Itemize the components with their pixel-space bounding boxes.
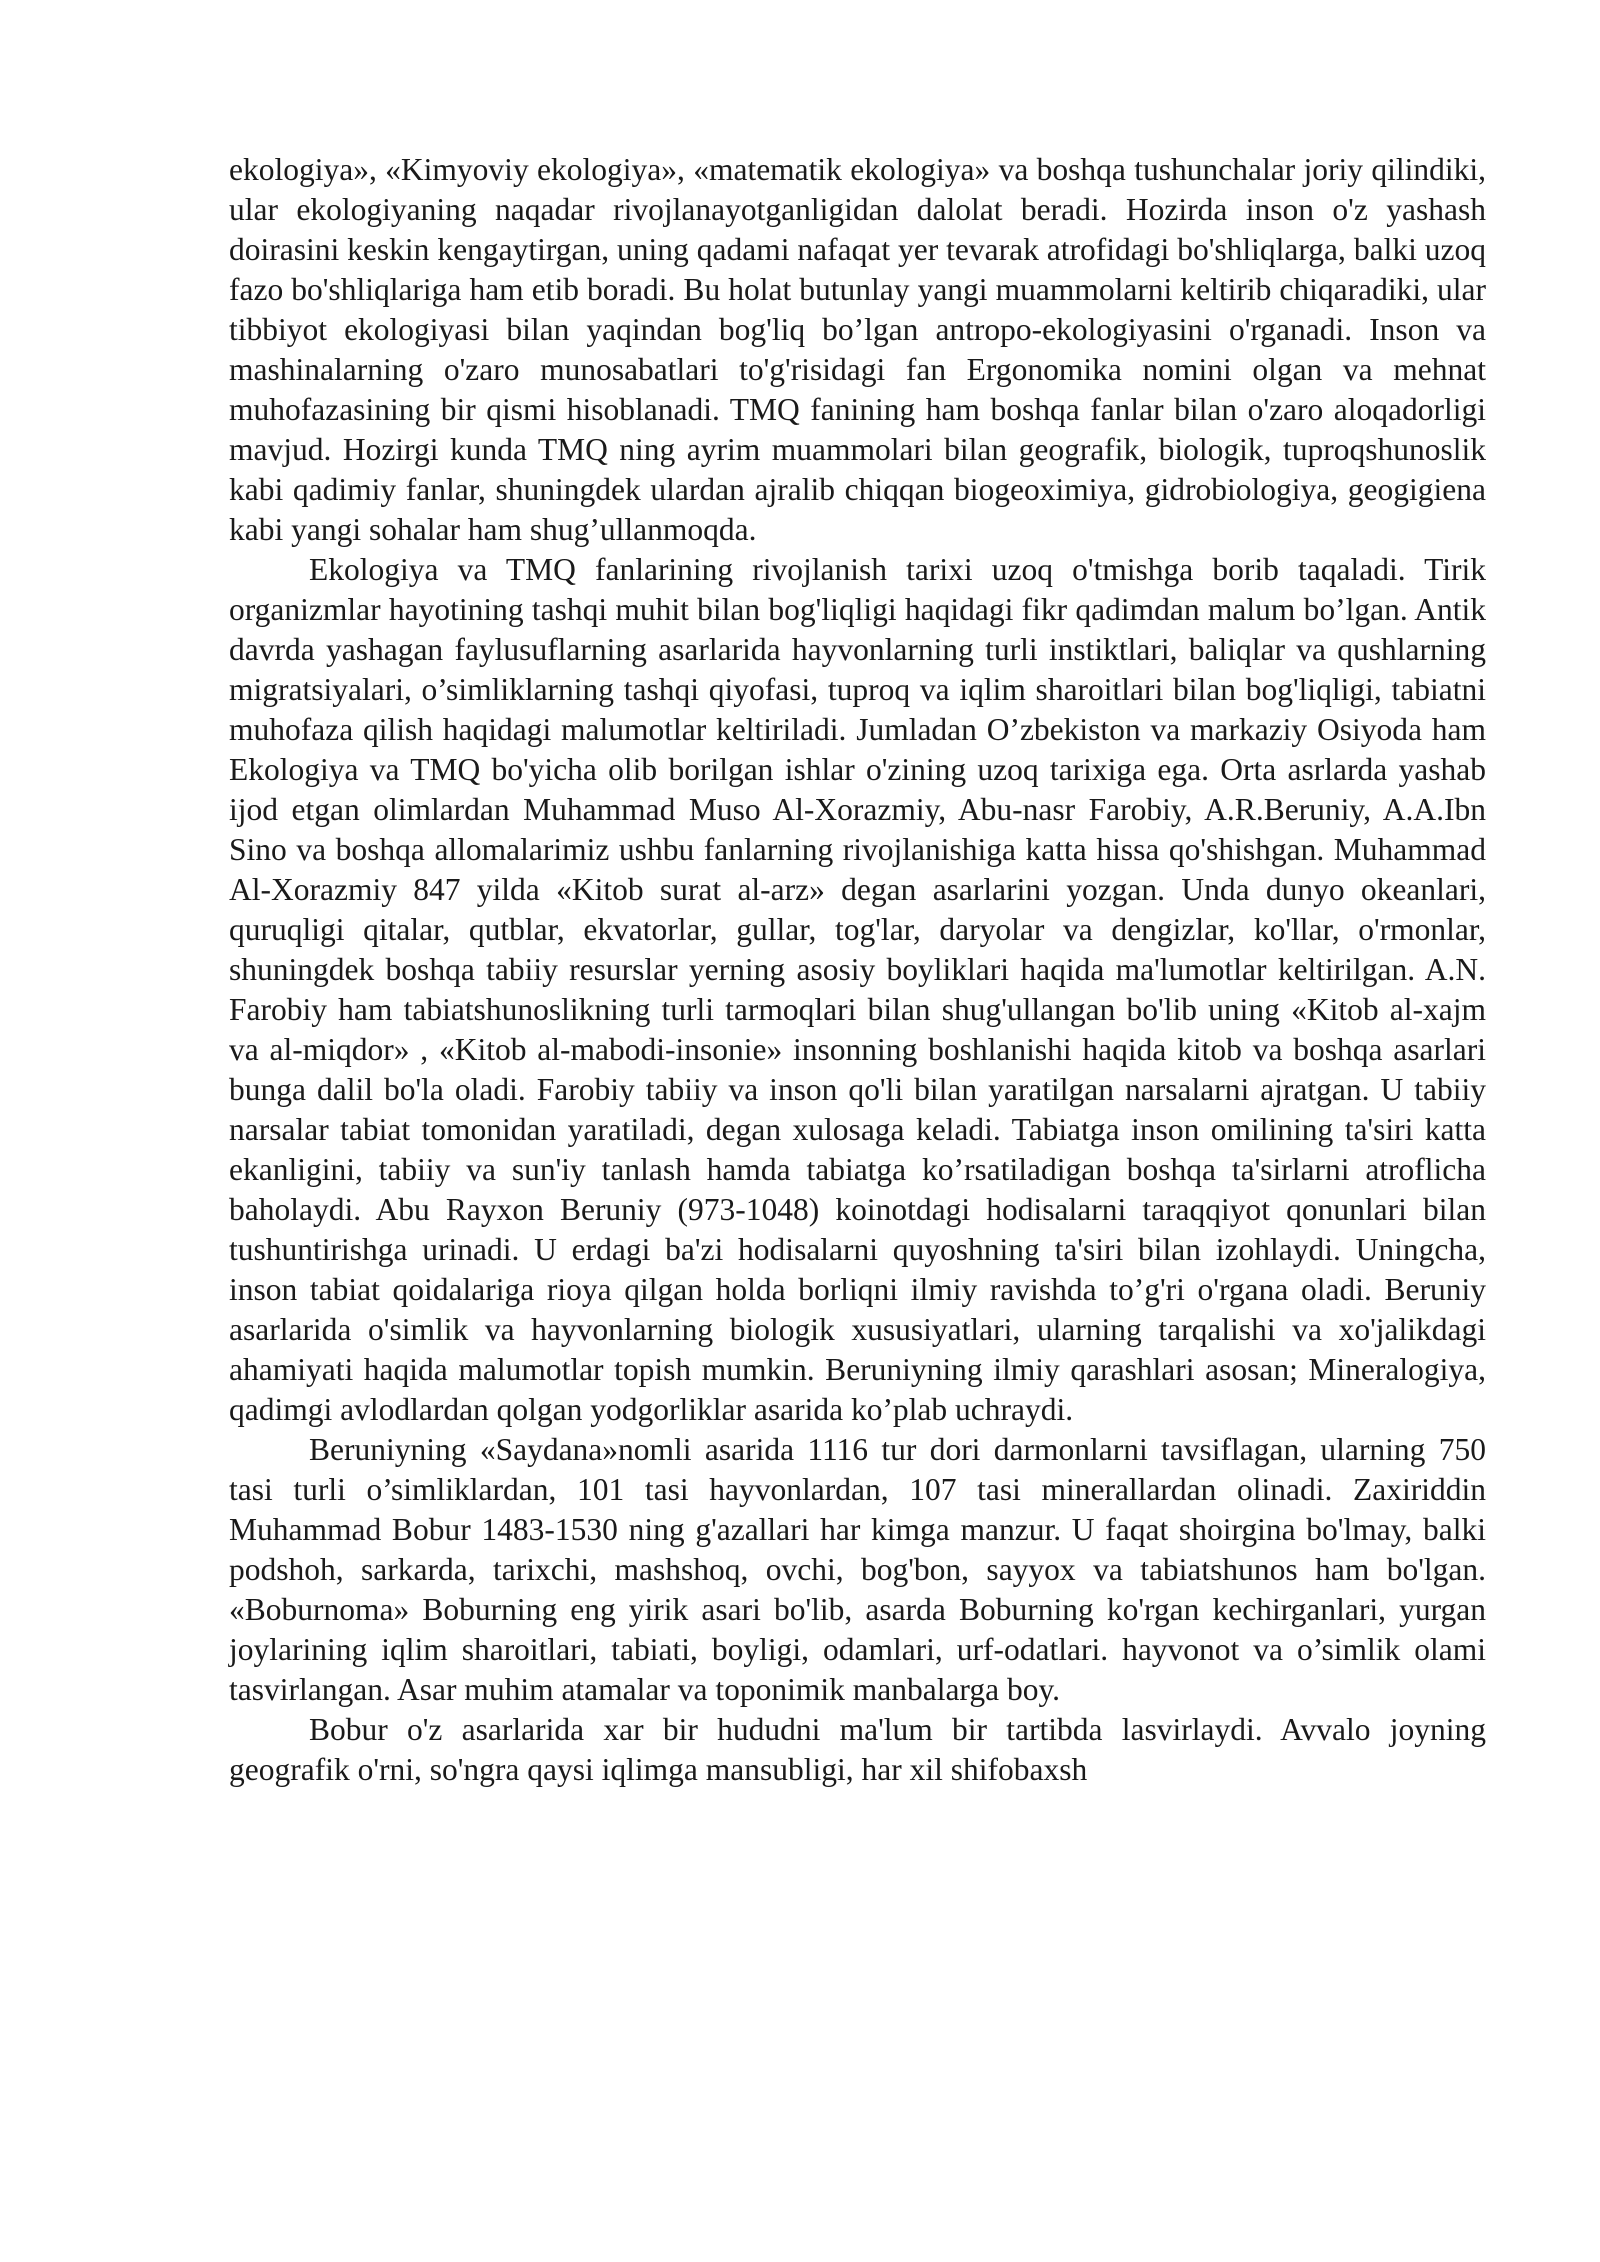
paragraph-1: ekologiya», «Kimyoviy ekologiya», «matematik ekologiya» va boshqa tushunchalar joriy qilindiki, ular ekologiyaning naqadar rivojlanayotganligidan dalolat beradi. Hozirda inson o'z yashash doirasini keskin kengaytirgan, uning qadami nafaqat yer tevarak atrofidagi bo'shliqlarga, balki uzoq fazo bo'shliqlariga ham etib boradi. Bu holat butunlay yangi muammolarni keltirib chiqaradiki, ular tibbiyot ekologiyasi bilan yaqindan bog'liq bo’lgan antropo-ekologiyasini o'rganadi. Inson va mashinalarning o'zaro munosabatlari to'g'risidagi fan Ergonomika nomini olgan va mehnat muhofazasining bir qismi hisoblanadi. TMQ fanining ham boshqa fanlar bilan o'zaro aloqadorligi mavjud. Hozirgi kunda TMQ ning ayrim muammolari bilan geografik, biologik, tuproqshunoslik kabi qadimiy fanlar, shuningdek ulardan ajralib chiqqan biogeoximiya, gidrobiologiya, geogigiena kabi yangi sohalar ham shug’ullanmoqda. [229,152,1486,547]
paragraph-3: Beruniyning «Saydana»nomli asarida 1116 tur dori darmonlarni tavsiflagan, ularning 750 tasi turli o’simliklardan, 101 tasi hayvonlardan, 107 tasi minerallardan olinadi. Zaxiriddin Muhammad Bobur 1483-1530 ning g'azallari har kimga manzur. U faqat shoirgina bo'lmay, balki podshoh, sarkarda, tarixchi, mashshoq, ovchi, bog'bon, sayyox va tabiatshunos ham bo'lgan. «Boburnoma» Boburning eng yirik asari bo'lib, asarda Boburning ko'rgan kechirganlari, yurgan joylarining iqlim sharoitlari, tabiati, boyligi, odamlari, urf-odatlari. hayvonot va o’simlik olami tasvirlangan. Asar muhim atamalar va toponimik manbalarga boy. [229,1432,1486,1707]
paragraph-4: Bobur o'z asarlarida xar bir hududni ma'lum bir tartibda lasvirlaydi. Avvalo joyning geografik o'rni, so'ngra qaysi iqlimga mansubligi, har xil shifobaxsh [229,1712,1486,1787]
body-text [229,150,1486,1790]
paragraph-2: Ekologiya va TMQ fanlarining rivojlanish tarixi uzoq o'tmishga borib taqaladi. Tirik organizmlar hayotining tashqi muhit bilan bog'liqligi haqidagi fikr qadimdan malum bo’lgan. Antik davrda yashagan faylusuflarning asarlarida hayvonlarning turli instiktlari, baliqlar va qushlarning migratsiyalari, o’simliklarning tashqi qiyofasi, tuproq va iqlim sharoitlari bilan bog'liqligi, tabiatni muhofaza qilish haqidagi malumotlar keltiriladi. Jumladan O’zbekiston va markaziy Osiyoda ham Ekologiya va TMQ bo'yicha olib borilgan ishlar o'zining uzoq tarixiga ega. Orta asrlarda yashab ijod etgan olimlardan Muhammad Muso Al-Xorazmiy, Abu-nasr Farobiy, A.R.Beruniy, A.A.Ibn Sino va boshqa allomalarimiz ushbu fanlarning rivojlanishiga katta hissa qo'shishgan. Muhammad Al-Xorazmiy 847 yilda «Kitob surat al-arz» degan asarlarini yozgan. Unda dunyo okeanlari, quruqligi qitalar, qutblar, ekvatorlar, gullar, tog'lar, daryolar va dengizlar, ko'llar, o'rmonlar, shuningdek boshqa tabiiy resurslar yerning asosiy boyliklari haqida ma'lumotlar keltirilgan. A.N. Farobiy ham tabiatshunoslikning turli tarmoqlari bilan shug'ullangan bo'lib uning «Kitob al-xajm va al-miqdor» , «Kitob al-mabodi-insonie» insonning boshlanishi haqida kitob va boshqa asarlari bunga dalil bo'la oladi. Farobiy tabiiy va inson qo'li bilan yaratilgan narsalarni ajratgan. U tabiiy narsalar tabiat tomonidan yaratiladi, degan xulosaga keladi. Tabiatga inson omilining ta'siri katta ekanligini, tabiiy va sun'iy tanlash hamda tabiatga ko’rsatiladigan boshqa ta'sirlarni atroflicha baholaydi. Abu Rayxon Beruniy (973-1048) koinotdagi hodisalarni taraqqiyot qonunlari bilan tushuntirishga urinadi. U erdagi ba'zi hodisalarni quyoshning ta'siri bilan izohlaydi. Uningcha, inson tabiat qoidalariga rioya qilgan holda borliqni ilmiy ravishda to’g'ri o'rgana oladi. Beruniy asarlarida o'simlik va hayvonlarning biologik xususiyatlari, ularning tarqalishi va xo'jalikdagi ahamiyati haqida malumotlar topish mumkin. Beruniyning ilmiy qarashlari asosan; Mineralogiya, qadimgi avlodlardan qolgan yodgorliklar asarida ko’plab uchraydi. [229,552,1486,1427]
